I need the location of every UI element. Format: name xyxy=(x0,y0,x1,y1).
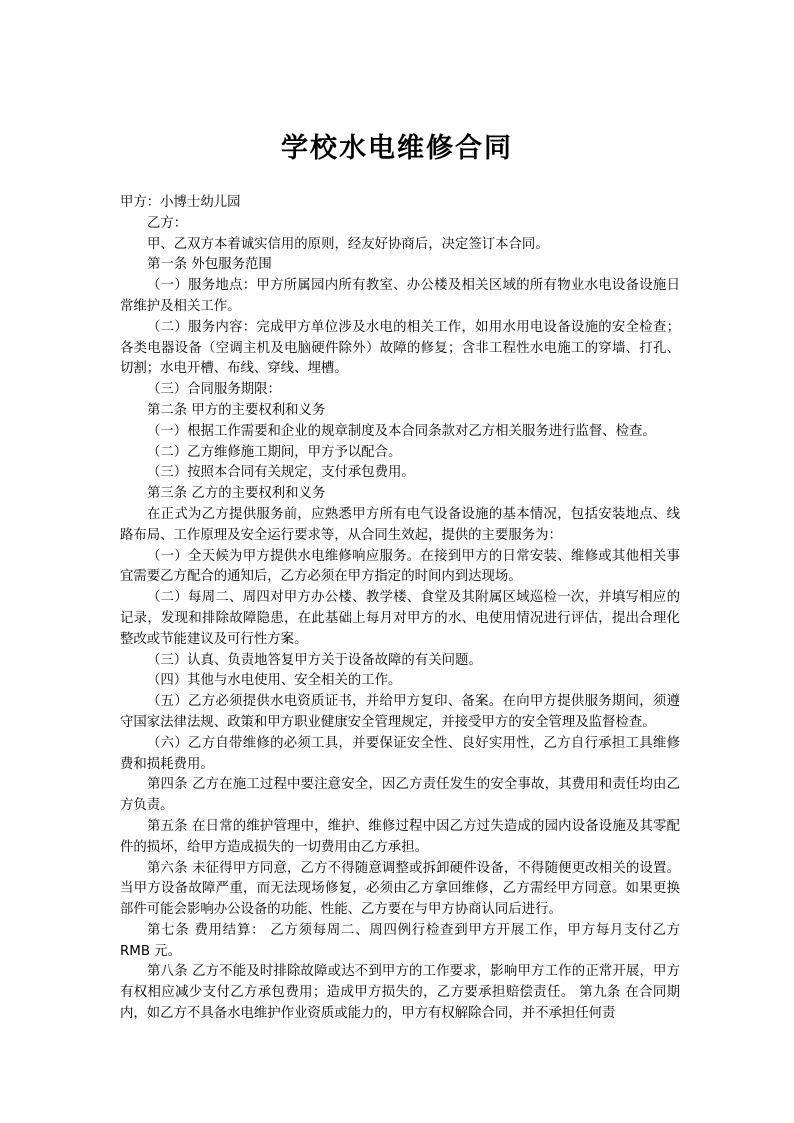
article-2-heading: 第二条 甲方的主要权利和义务 xyxy=(147,402,326,418)
article-1-heading: 第一条 外包服务范围 xyxy=(147,257,272,273)
article-1-item-2: （二）服务内容：完成甲方单位涉及水电的相关工作，如用水用电设备设施的安全检查；各类电器设备（空调主机及电脑硬件除外）故障的修复；含非工程性水电施工的穿墙、打孔、切割；水电开槽、布线、穿线、埋槽。 xyxy=(120,319,680,377)
article-3-heading: 第三条 乙方的主要权利和义务 xyxy=(147,486,326,502)
article-3-item-4: （四）其他与水电使用、安全相关的工作。 xyxy=(147,673,402,689)
article-3-item-5: （五）乙方必须提供水电资质证书，并给甲方复印、备案。在向甲方提供服务期间，须遵守国家法律法规、政策和甲方职业健康安全管理规定，并接受甲方的安全管理及监督检查。 xyxy=(120,694,680,730)
article-1-item-3: （三）合同服务期限： xyxy=(147,382,281,398)
contract-body xyxy=(120,193,680,1025)
article-2-item-2: （二）乙方维修施工期间，甲方予以配合。 xyxy=(147,444,402,460)
article-8-9: 第八条 乙方不能及时排除故障或达不到甲方的工作要求，影响甲方工作的正常开展，甲方有权相应减少支付乙方承包费用；造成甲方损失的，乙方要承担赔偿责任。 第九条 在合同期内，如乙方不具备水电维护作业资质或能力的，甲方有权解除合同，并不承担任何责 xyxy=(120,964,680,1022)
article-3-intro: 在正式为乙方提供服务前，应熟悉甲方所有电气设备设施的基本情况，包括安装地点、线路布局、工作原理及安全运行要求等，从合同生效起，提供的主要服务为： xyxy=(120,506,680,543)
article-3-item-6: （六）乙方自带维修的必须工具，并要保证安全性、良好实用性，乙方自行承担工具维修费和损耗费用。 xyxy=(120,735,680,772)
article-2-item-1: （一）根据工作需要和企业的规章制度及本合同条款对乙方相关服务进行监督、检查。 xyxy=(147,423,656,439)
article-3-item-2: （二）每周二、周四对甲方办公楼、教学楼、食堂及其附属区域巡检一次，并填写相应的记录，发现和排除故障隐患，在此基础上每月对甲方的水、电使用情况进行评估，提出合理化整改或节能建议及可行性方案。 xyxy=(120,590,680,647)
party-a-line: 甲方：小博士幼儿园 xyxy=(120,195,241,210)
article-4: 第四条 乙方在施工过程中要注意安全，因乙方责任发生的安全事故，其费用和责任均由乙方负责。 xyxy=(120,777,680,814)
article-3-item-1: （一）全天候为甲方提供水电维修响应服务。在接到甲方的日常安装、维修或其他相关事宜需要乙方配合的通知后，乙方必须在甲方指定的时间内到达现场。 xyxy=(120,548,680,585)
article-2-item-3: （三）按照本合同有关规定，支付承包费用。 xyxy=(147,465,415,481)
article-7: 第七条 费用结算： 乙方须每周二、周四例行检查到甲方开展工作，甲方每月支付乙方RMB 元。 xyxy=(120,922,680,959)
article-1-item-1: （一）服务地点：甲方所属园内所有教室、办公楼及相关区域的所有物业水电设备设施日常维护及相关工作。 xyxy=(120,278,680,314)
preamble: 甲、乙双方本着诚实信用的原则，经友好协商后，决定签订本合同。 xyxy=(147,236,549,252)
article-5: 第五条 在日常的维护管理中，维护、维修过程中因乙方过失造成的园内设备设施及其零配件的损坏，给甲方造成损失的一切费用由乙方承担。 xyxy=(120,818,680,855)
page-title: 学校水电维修合同 xyxy=(281,133,513,164)
party-b-line: 乙方： xyxy=(147,215,188,231)
article-3-item-3: （三）认真、负责地答复甲方关于设备故障的有关问题。 xyxy=(147,652,482,668)
article-6: 第六条 未征得甲方同意，乙方不得随意调整或拆卸硬件设备，不得随便更改相关的设置。当甲方设备故障严重，而无法现场修复，必须由乙方拿回维修，乙方需经甲方同意。如果更换部件可能会影响办公设备的功能、性能、乙方要在与甲方协商认同后进行。 xyxy=(120,860,680,918)
